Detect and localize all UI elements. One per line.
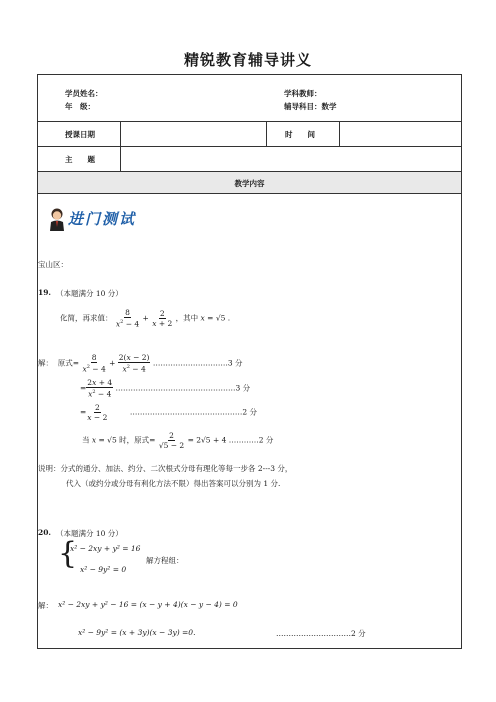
solution-text: 时，原式= (119, 435, 156, 445)
subject-label: 辅导科目：数学 (284, 102, 337, 111)
q19-solution: 解： 原式= $\frac{8}{x^2 - 4}$ + $\frac{2(x - 2)}{x^2 - 4}$ …………………………3 分 (38, 353, 243, 374)
solution-text: 当 (82, 435, 90, 445)
q20-solution-line-2: x² − 9y² = (x + 3y)(x − 3y) =0. (78, 628, 196, 637)
entry-test-banner: 进门测试 (68, 210, 137, 228)
q20-equation-1: x² − 2xy + y² = 16 (70, 544, 141, 553)
q20-prompt: 解方程组： (146, 556, 184, 565)
solution-label: 解： (38, 358, 53, 368)
fraction: $\frac{2x + 4}{x^2 - 4}$ (87, 378, 113, 399)
q20-equation-2: x² − 9y² = 0 (80, 565, 127, 574)
district-label: 宝山区： (38, 260, 68, 269)
grade-label: 年 级： (65, 102, 95, 111)
q19-prompt-text: 化简，再求值： (60, 313, 113, 323)
teacher-label: 学科教师： (284, 89, 322, 98)
date-label: 授课日期 (65, 130, 95, 139)
teacher-avatar (47, 207, 67, 235)
row-divider (38, 193, 461, 194)
fraction: $\frac{8}{x^2 - 4}$ (82, 353, 106, 374)
row-divider (38, 146, 461, 147)
q19-substitution: 当 x = √5 时，原式= $\frac{2}{√5 - 2}$ = 2√5 + 4 …………2 分 (82, 431, 274, 450)
fraction: $\frac{8}{x^2 - 4}$ (115, 308, 140, 329)
score-mark: …………2 分 (228, 435, 274, 445)
score-mark: ………………………………………2 分 (129, 407, 257, 417)
lecture-sheet (37, 74, 462, 649)
fraction: $\frac{2}{√5 - 2}$ (158, 431, 185, 450)
content-label: 教学内容 (234, 179, 265, 188)
fraction: $\frac{2}{x - 2}$ (87, 403, 108, 422)
q19-note-2: 代入（或约分或分母有利化方法不限）得出答案可以分别为 1 分. (66, 479, 281, 488)
score-mark: …………………………2 分 (276, 629, 366, 638)
score-mark: …………………………………………3 分 (115, 383, 251, 393)
fraction: $\frac{2}{x + 2}$ (152, 308, 173, 328)
row-divider (38, 121, 461, 122)
fraction: $\frac{2(x - 2)}{x^2 - 4}$ (118, 353, 150, 374)
q19-points: （本题满分 10 分） (56, 289, 123, 298)
q20-solution-line-1: x² − 2xy + y² − 16 = (x − y + 4)(x − y − 4) = 0 (58, 600, 238, 609)
topic-label: 主 题 (65, 155, 95, 164)
col-divider (339, 121, 340, 146)
q20-number: 20. (38, 528, 52, 537)
q19-note-1: 说明：分式的通分、加法、约分、二次根式分母有理化等每一步各 2---3 分， (38, 464, 293, 473)
q19-step2: = $\frac{2x + 4}{x^2 - 4}$ …………………………………………3 分 (80, 378, 251, 399)
q20-solution-label: 解： (38, 601, 53, 610)
student-name-label: 学员姓名： (65, 89, 103, 98)
solution-text: 原式= (57, 358, 80, 368)
q19-prompt-text-b: ，其中 (175, 313, 199, 323)
col-divider (266, 121, 267, 146)
q19-number: 19. (38, 288, 52, 297)
q19-prompt: 化简，再求值： $\frac{8}{x^2 - 4}$ + $\frac{2}{x + 2}$ ，其中 x = √5 . (60, 308, 231, 329)
document-title: 精锐教育辅导讲义 (183, 51, 312, 69)
q20-points: （本题满分 10 分） (56, 529, 123, 538)
q19-step3: = $\frac{2}{x - 2}$ ………………………………………2 分 (80, 403, 257, 422)
system-brace: { (58, 536, 78, 571)
score-mark: …………………………3 分 (152, 358, 243, 368)
time-label: 时 间 (285, 130, 315, 139)
